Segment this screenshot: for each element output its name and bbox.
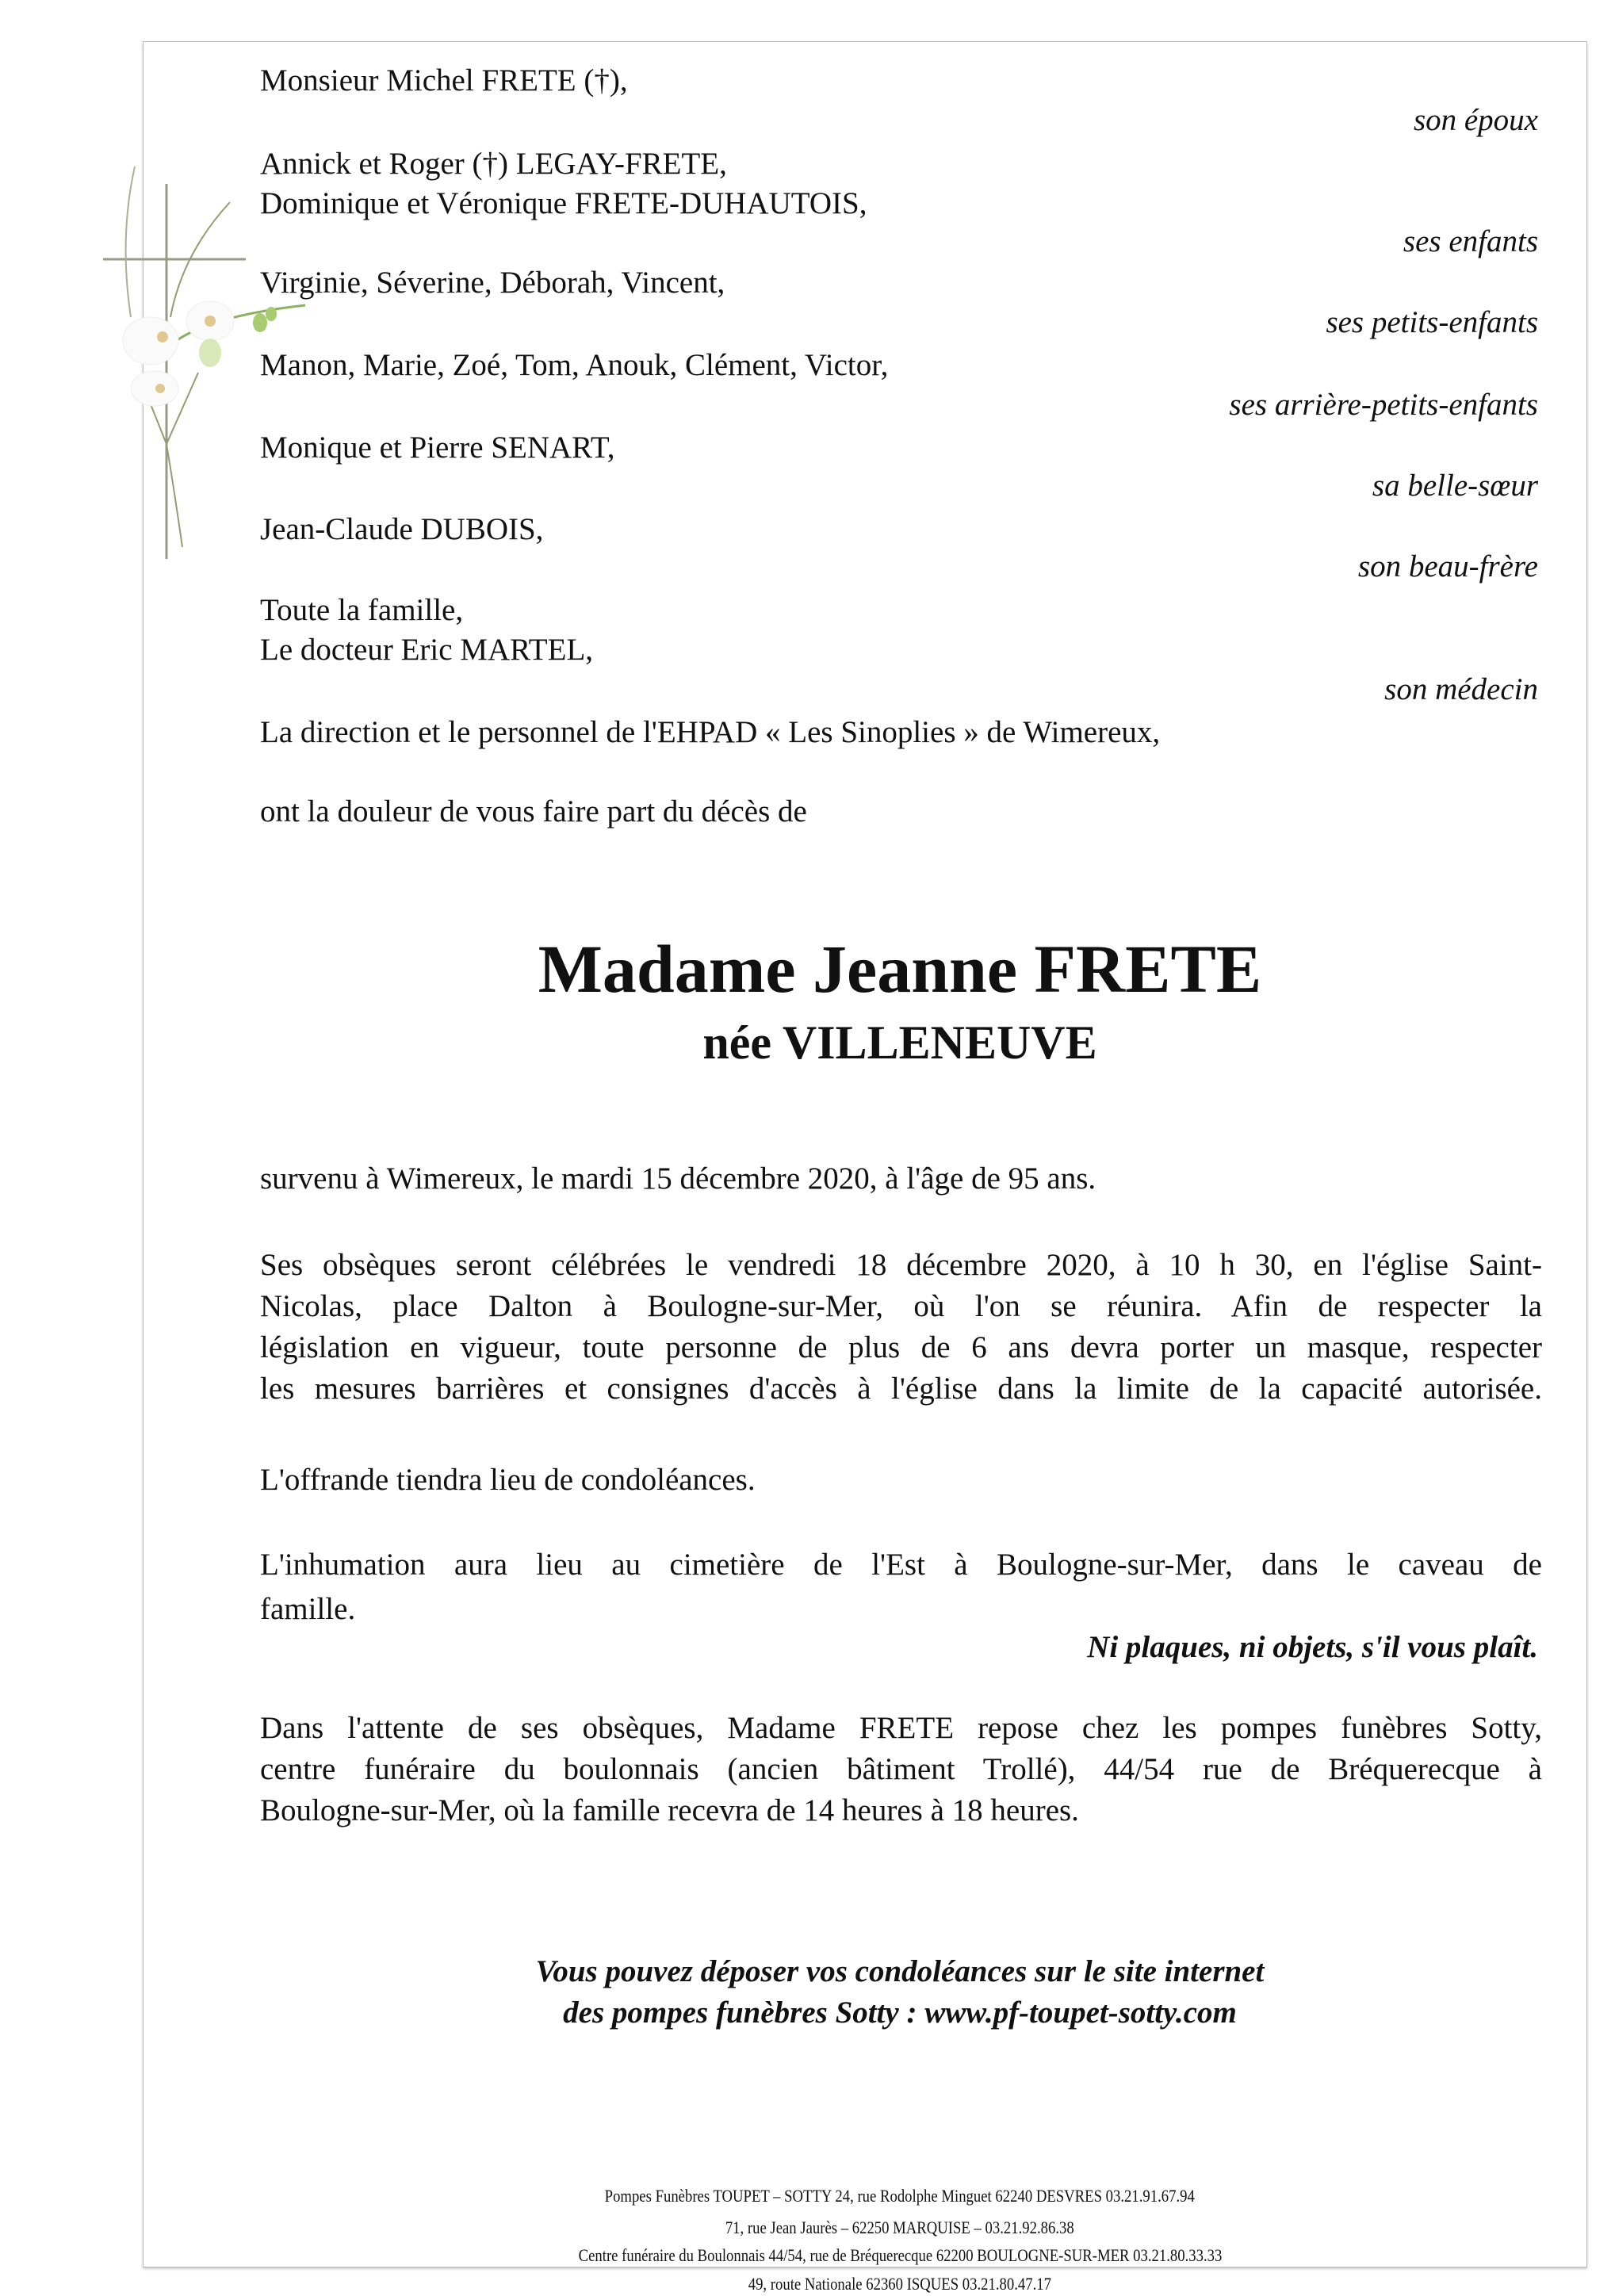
- footer-line: Centre funéraire du Boulonnais 44/54, rue de Bréquerecque 62200 BOULOGNE-SUR-MER 03.21.80.33.33: [578, 2245, 1222, 2265]
- funeral-line: Nicolas, place Dalton à Boulogne-sur-Mer, où l'on se réunira. Afin de respecter la: [260, 1289, 1542, 1323]
- funeral-line: législation en vigueur, toute personne de plus de 6 ans devra porter un masque, respecter: [260, 1330, 1542, 1364]
- footer-line: Pompes Funèbres TOUPET – SOTTY 24, rue Rodolphe Minguet 62240 DESVRES 03.21.91.67.94: [604, 2186, 1196, 2206]
- footer-line: 71, rue Jean Jaurès – 62250 MARQUISE – 03.21.92.86.38: [725, 2218, 1074, 2237]
- family-relation: son médecin: [1384, 672, 1538, 706]
- rest-line: Dans l'attente de ses obsèques, Madame FRETE repose chez les pompes funèbres Sotty,: [260, 1711, 1542, 1745]
- burial-line: L'inhumation aura lieu au cimetière de l'Est à Boulogne-sur-Mer, dans le caveau de: [260, 1548, 1542, 1582]
- family-name: Annick et Roger (†) LEGAY-FRETE,: [260, 147, 727, 181]
- deceased-name: Madame Jeanne FRETE: [538, 931, 1262, 1007]
- rest-line: Boulogne-sur-Mer, où la famille recevra de 14 heures à 18 heures.: [260, 1793, 1079, 1827]
- condolences-line: Vous pouvez déposer vos condoléances sur le site internet: [535, 1954, 1265, 1988]
- family-relation: sa belle-sœur: [1372, 469, 1538, 503]
- family-name: Dominique et Véronique FRETE-DUHAUTOIS,: [260, 186, 867, 220]
- deceased-birth-name: née VILLENEUVE: [702, 1016, 1097, 1069]
- no-plaques-note: Ni plaques, ni objets, s'il vous plaît.: [1087, 1630, 1538, 1664]
- rest-line: centre funéraire du boulonnais (ancien bâtiment Trollé), 44/54 rue de Bréquerecque à: [260, 1752, 1542, 1786]
- family-relation: son beau-frère: [1357, 549, 1538, 584]
- burial-line: famille.: [260, 1592, 356, 1626]
- family-relation: ses petits-enfants: [1326, 305, 1538, 339]
- family-relation: ses enfants: [1403, 224, 1538, 258]
- funeral-line: Ses obsèques seront célébrées le vendredi 18 décembre 2020, à 10 h 30, en l'église Saint-: [260, 1248, 1542, 1282]
- family-name: Le docteur Eric MARTEL,: [260, 633, 594, 667]
- family-name: Jean-Claude DUBOIS,: [260, 512, 544, 546]
- funeral-line: les mesures barrières et consignes d'accès à l'église dans la limite de la capacité autorisée.: [260, 1372, 1542, 1406]
- family-name: Monique et Pierre SENART,: [260, 430, 615, 465]
- condolences-link[interactable]: des pompes funèbres Sotty : www.pf-toupet-sotty.com: [563, 1996, 1237, 2030]
- footer-line: 49, route Nationale 62360 ISQUES 03.21.80.47.17: [748, 2274, 1052, 2294]
- death-line: survenu à Wimereux, le mardi 15 décembre 2020, à l'âge de 95 ans.: [260, 1161, 1096, 1196]
- family-name: Manon, Marie, Zoé, Tom, Anouk, Clément, Victor,: [260, 348, 889, 382]
- offering-line: L'offrande tiendra lieu de condoléances.: [260, 1463, 756, 1497]
- ehpad-line: La direction et le personnel de l'EHPAD « Les Sinoplies » de Wimereux,: [260, 715, 1161, 749]
- family-relation: son époux: [1413, 103, 1538, 137]
- family-name: Virginie, Séverine, Déborah, Vincent,: [260, 266, 725, 300]
- family-name: Monsieur Michel FRETE (†),: [260, 63, 628, 98]
- intro-line: ont la douleur de vous faire part du décès de: [260, 794, 807, 828]
- family-relation: ses arrière-petits-enfants: [1229, 388, 1538, 422]
- family-name: Toute la famille,: [260, 593, 464, 627]
